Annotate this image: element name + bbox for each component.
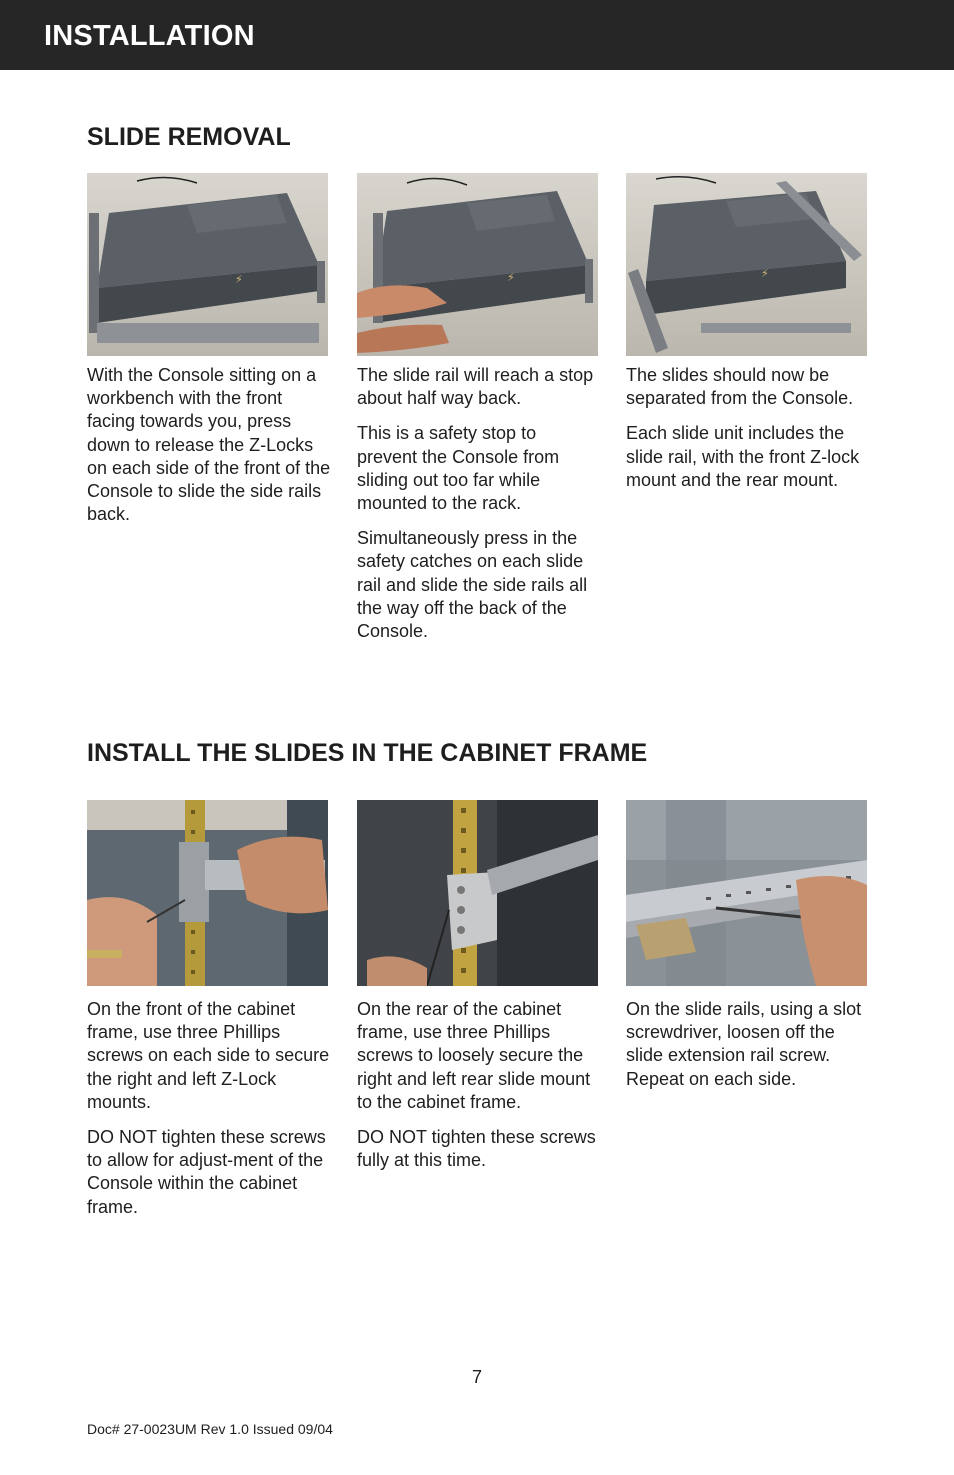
slide-removal-step-3-caption — [626, 364, 870, 504]
document-revision-info: Doc# 27-0023UM Rev 1.0 Issued 09/04 — [87, 1421, 333, 1437]
page-title: INSTALLATION — [44, 20, 255, 52]
caption-paragraph: On the slide rails, using a slot screwdriver, loosen off the slide extension rail screw. Repeat on each side. — [626, 999, 862, 1089]
front-zlock-mount-screwing-photo — [87, 800, 328, 986]
section-title-slide-removal: SLIDE REMOVAL — [87, 123, 291, 151]
caption-paragraph: DO NOT tighten these screws fully at this time. — [357, 1127, 596, 1171]
slot-screwdriver-on-rail-photo — [626, 800, 867, 986]
console-with-separated-slides-photo — [626, 173, 867, 356]
install-step-3-caption — [626, 998, 870, 1103]
caption-paragraph: The slide rail will reach a stop about half way back. — [357, 365, 594, 409]
section-title-install-slides: INSTALL THE SLIDES IN THE CABINET FRAME — [87, 739, 648, 767]
slide-removal-step-2-caption — [357, 364, 601, 655]
caption-paragraph: DO NOT tighten these screws to allow for adjust-ment of the Console within the cabinet frame. — [87, 1127, 326, 1217]
caption-paragraph: Each slide unit includes the slide rail, with the front Z-lock mount and the rear mount. — [626, 423, 860, 490]
caption-paragraph: The slides should now be separated from the Console. — [626, 365, 854, 409]
page-number: 7 — [471, 1367, 482, 1387]
svg-text:⚡: ⚡ — [235, 273, 243, 286]
caption-paragraph: On the front of the cabinet frame, use three Phillips screws on each side to secure the right and left Z-Lock mounts. — [87, 999, 330, 1112]
caption-paragraph: On the rear of the cabinet frame, use three Phillips screws to loosely secure the right and left rear slide mount to the cabinet frame. — [357, 999, 591, 1112]
hands-pressing-slide-rail-photo — [357, 173, 598, 356]
svg-text:⚡: ⚡ — [507, 271, 515, 284]
caption-paragraph: Simultaneously press in the safety catches on each slide rail and slide the side rails all the way off the back of the Console. — [357, 528, 588, 642]
slide-removal-step-1-caption — [87, 364, 331, 538]
svg-text:⚡: ⚡ — [761, 267, 769, 280]
install-step-1-caption — [87, 998, 331, 1231]
console-on-workbench-photo — [87, 173, 328, 356]
rear-slide-mount-screwing-photo — [357, 800, 598, 986]
install-step-2-caption — [357, 998, 601, 1184]
header-bar — [0, 0, 954, 70]
caption-paragraph: With the Console sitting on a workbench with the front facing towards you, press down to release the Z-Locks on each side of the front of the Console to slide the side rails back. — [87, 365, 331, 525]
caption-paragraph: This is a safety stop to prevent the Console from sliding out too far while mounted to the rack. — [357, 423, 560, 514]
